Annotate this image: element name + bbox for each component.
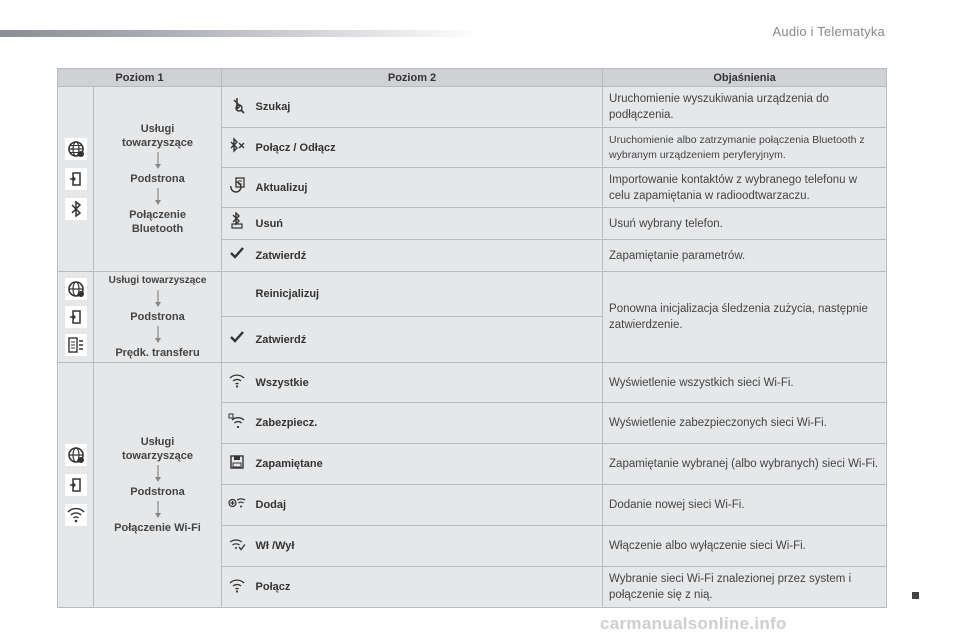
submenu-icon [65,306,87,328]
level2-label: Reinicjalizuj [252,272,603,317]
level1-wifi [94,363,222,608]
level1-line: Podstrona [130,486,185,498]
wifi-secure-icon [222,403,252,444]
level1-icons [58,272,94,363]
arrow-down-icon [154,326,162,344]
check-icon [222,317,252,363]
save-icon [222,444,252,485]
explanation-cell: Uruchomienie albo zatrzymanie połączenia Bluetooth z wybranym urządzeniem peryferyjnym. [603,128,887,168]
level2-label: Wł /Wył [252,526,603,567]
delete-phone-icon [222,208,252,240]
page-marker [912,592,919,599]
globe-icon [65,138,87,160]
table-row [58,363,887,403]
arrow-down-icon [154,188,162,206]
arrow-down-icon [154,501,162,519]
level2-label: Połącz / Odłącz [252,128,603,168]
transfer-speed-icon [65,334,87,356]
watermark: carmanualsonline.info [600,614,787,633]
level2-label: Zabezpiecz. [252,403,603,444]
column-header-level1: Poziom 1 [58,69,222,87]
table-row [58,87,887,128]
level1-line: Połączenie Wi-Fi [114,522,201,534]
level1-line: Połączenie [129,209,186,221]
globe-icon [65,278,87,300]
table-row [58,272,887,317]
bluetooth-icon [65,198,87,220]
arrow-down-icon [154,290,162,308]
arrow-down-icon [154,152,162,170]
level2-label: Zatwierdź [252,317,603,363]
level1-transfer [94,272,222,363]
level1-line: Podstrona [130,173,185,185]
search-device-icon [222,87,252,128]
refresh-contacts-icon [222,168,252,208]
menu-table [57,68,887,608]
check-icon [222,240,252,272]
explanation-cell: Włączenie albo wyłączenie sieci Wi-Fi. [603,526,887,567]
level2-label: Wszystkie [252,363,603,403]
level1-icons [58,87,94,272]
level1-icons [58,363,94,608]
wifi-toggle-icon [222,526,252,567]
level2-label: Usuń [252,208,603,240]
arrow-down-icon [154,465,162,483]
level1-line: Usługi [140,123,175,135]
wifi-connect-icon [222,567,252,608]
explanation-cell: Wybranie sieci Wi-Fi znalezionej przez system i połączenie się z nią. [603,567,887,608]
table-header-row [58,69,887,87]
level2-label: Szukaj [252,87,603,128]
page-section-title: Audio i Telematyka [772,24,885,39]
submenu-icon [65,474,87,496]
submenu-icon [65,168,87,190]
explanation-cell: Wyświetlenie wszystkich sieci Wi-Fi. [603,363,887,403]
explanation-cell: Dodanie nowej sieci Wi-Fi. [603,485,887,526]
wifi-icon [65,504,87,526]
level2-label: Połącz [252,567,603,608]
column-header-explanation: Objaśnienia [603,69,887,87]
level1-line: towarzyszące [122,137,193,149]
explanation-cell: Usuń wybrany telefon. [603,208,887,240]
wifi-icon [222,363,252,403]
explanation-cell: Zapamiętanie wybranej (albo wybranych) sieci Wi-Fi. [603,444,887,485]
level1-line: Prędk. transferu [115,347,200,359]
wifi-add-icon [222,485,252,526]
level1-line: Podstrona [130,311,185,323]
empty-icon-cell [222,272,252,317]
column-header-level2: Poziom 2 [222,69,603,87]
explanation-cell: Importowanie kontaktów z wybranego telefonu w celu zapamiętania w radioodtwarzaczu. [603,168,887,208]
level1-line: Usługi [140,436,175,448]
level2-label: Zatwierdź [252,240,603,272]
bluetooth-connect-icon [222,128,252,168]
explanation-cell: Zapamiętanie parametrów. [603,240,887,272]
explanation-cell: Wyświetlenie zabezpieczonych sieci Wi-Fi. [603,403,887,444]
level2-label: Dodaj [252,485,603,526]
header-bar [0,30,480,37]
globe-icon [65,444,87,466]
level1-bluetooth [94,87,222,272]
explanation-cell: Uruchomienie wyszukiwania urządzenia do podłączenia. [603,87,887,128]
explanation-cell: Ponowna inicjalizacja śledzenia zużycia, następnie zatwierdzenie. [603,272,887,363]
level1-line: Bluetooth [131,223,184,235]
level1-line: towarzyszące [122,450,193,462]
level2-label: Aktualizuj [252,168,603,208]
level1-line: Usługi towarzyszące [108,275,207,286]
level2-label: Zapamiętane [252,444,603,485]
